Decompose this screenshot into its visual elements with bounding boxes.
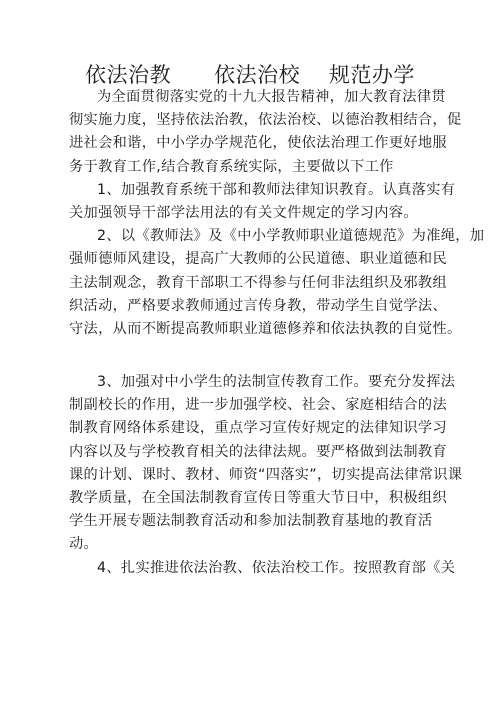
text-line: 主法制观念，教育干部职工不得参与任何非法组织及邪教组 [69,274,447,291]
text-line: 织活动，严格要求教师通过言传身教，带动学生自觉学法、 [69,297,447,314]
text-line: 2、以《教师法》及《中小学教师职业道德规范》为准绳，加 [97,228,485,245]
paragraph-item-3 [69,371,463,557]
paragraph-item-4 [69,557,456,580]
text-line: 3、加强对中小学生的法制宣传教育工作。要充分发挥法 [97,374,456,391]
paragraph-intro [69,86,462,179]
paragraph-item-2 [69,225,485,341]
text-line: 彻实施力度，坚持依法治教，依法治校、以德治教相结合，促 [69,112,462,129]
text-line: 1、加强教育系统干部和教师法律知识教育。认真落实有 [97,181,456,198]
text-line: 关加强领导干部学法用法的有关文件规定的学习内容。 [69,204,418,221]
text-line: 守法，从而不断提高教师职业道德修养和依法执教的自觉性。 [69,320,462,337]
text-line: 务于教育工作,结合教育系统实际，主要做以下工作 [69,158,394,175]
text-line: 制教育网络体系建设，重点学习宣传好规定的法律知识学习 [69,420,447,437]
text-line: 教学质量，在全国法制教育宣传日等重大节日中，积极组织 [69,490,447,506]
text-line: 学生开展专题法制教育活动和参加法制教育基地的教育活 [69,513,433,530]
text-line: 4、扎实推进依法治教、依法治校工作。按照教育部《关 [97,559,456,576]
text-line: 为全面贯彻落实党的十九大报告精神，加大教育法律贯 [97,89,446,105]
text-line: 内容以及与学校教育相关的法律法规。要严格做到法制教育 [69,443,447,460]
paragraph-item-1 [69,179,456,225]
text-line: 进社会和谐，中小学办学规范化，使依法治理工作更好地服 [69,135,447,152]
document-title: 依法治教 依法治校 规范办学 [85,63,415,87]
text-line: 动。 [69,536,99,553]
document-body [69,86,485,580]
paragraph-spacer [69,341,436,371]
text-line: 强师德师风建设，提高广大教师的公民道德、职业道德和民 [69,251,447,268]
text-line: 课的计划、课时、教材、师资“四落实”，切实提高法律常识课 [69,466,463,483]
text-line: 制副校长的作用，进一步加强学校、社会、家庭相结合的法 [69,397,447,414]
